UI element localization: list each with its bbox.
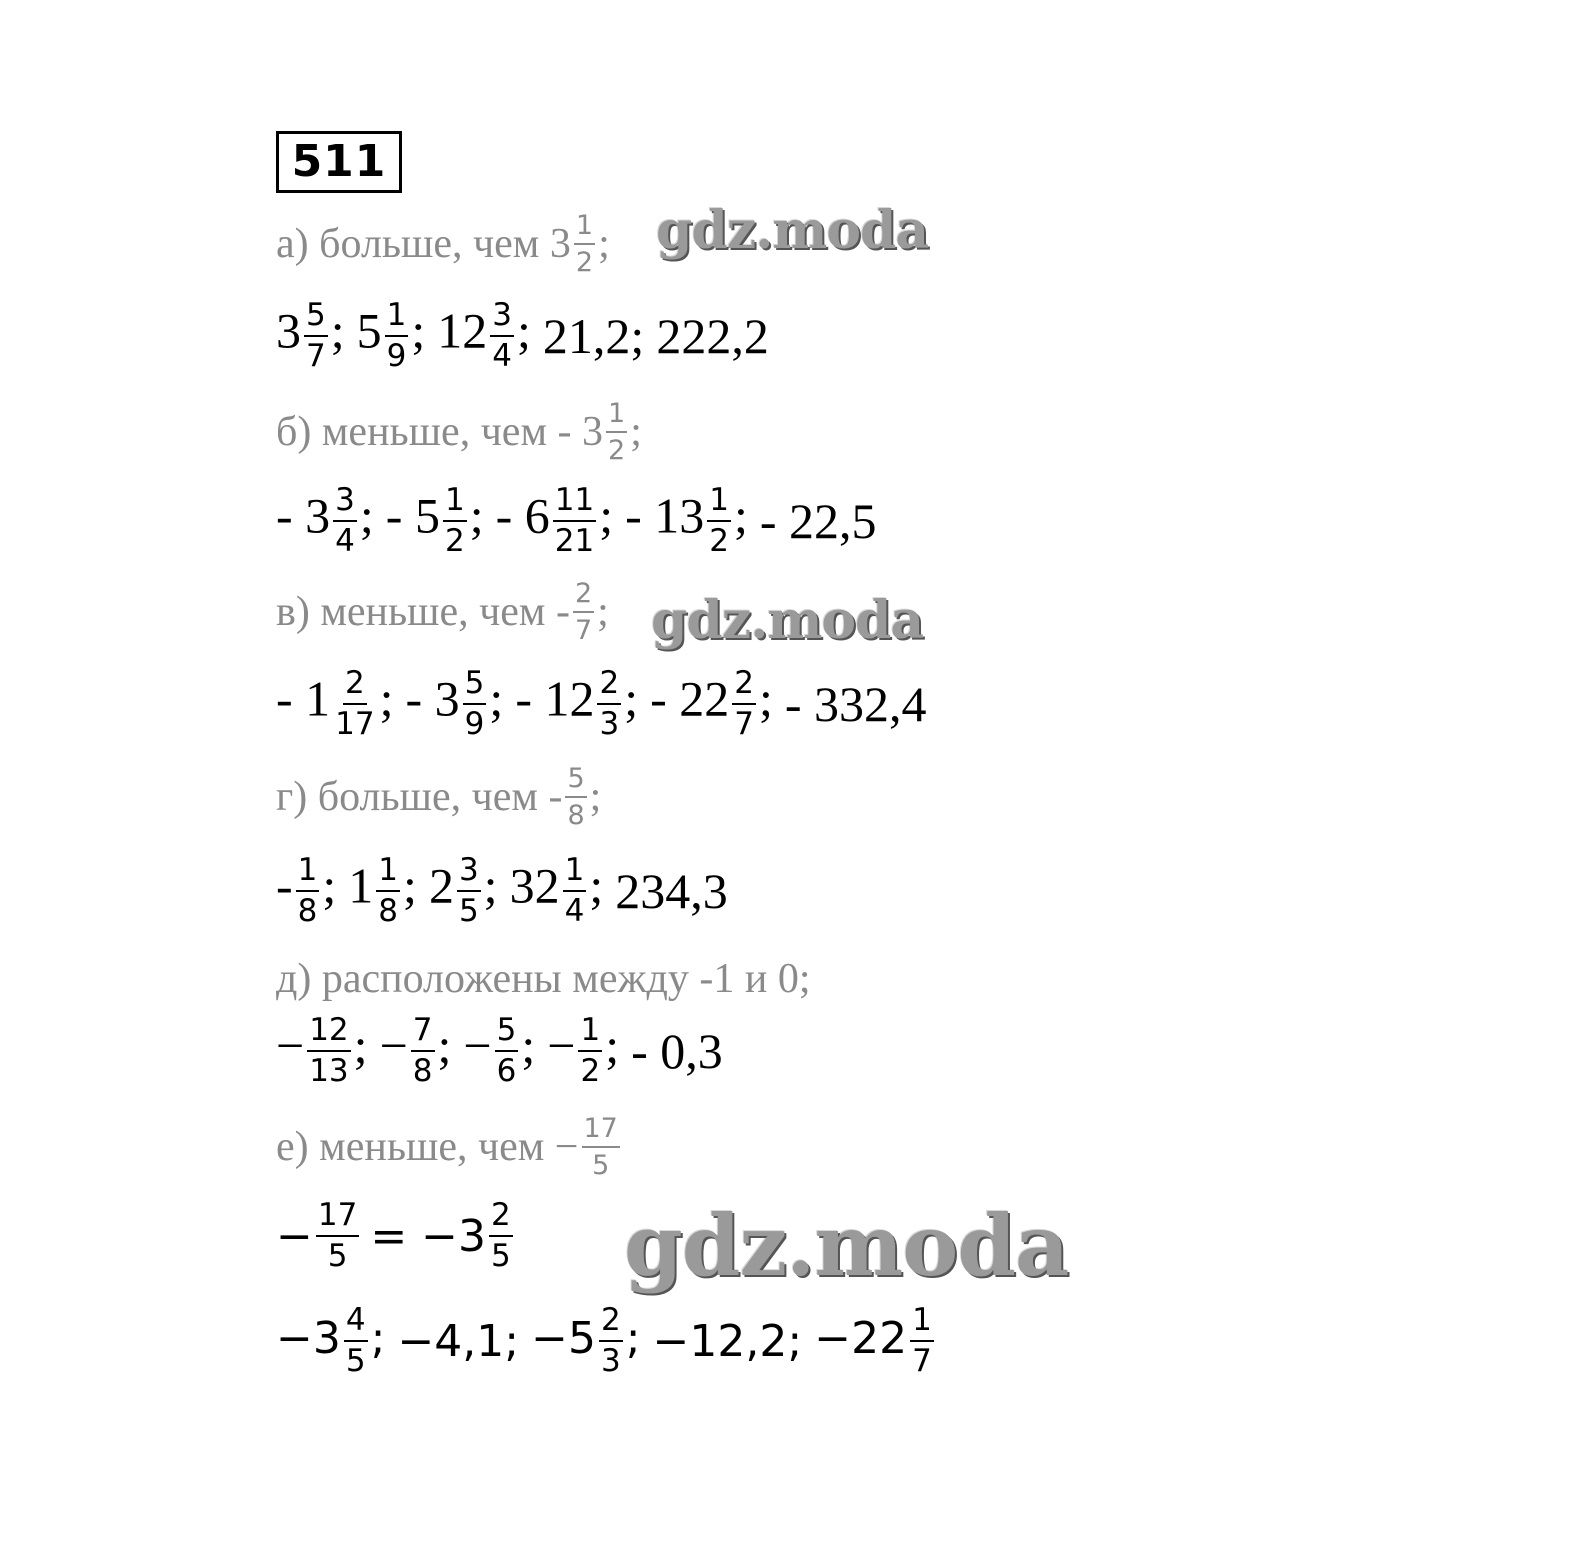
condition-d [276,955,811,1003]
answer-item: - 332,4 [784,676,927,732]
answer-item: 234,3 [615,863,728,919]
condition-g-text: г) больше, чем - [276,774,563,820]
task-number: 511 [276,131,402,193]
watermark-logo: gdz.moda [651,590,924,651]
answer-item: - 5 $\frac{1}{2}$ ; [385,482,484,559]
answer-item: −5 $\frac{2}{3}$ ; [531,1302,641,1379]
answer-item: 32 $\frac{1}{4}$ ; [509,852,604,929]
condition-a [276,212,610,276]
condition-e-text: е) меньше, чем − [276,1124,579,1170]
answer-g [276,852,728,929]
condition-v: в) меньше, чем - $\frac{2}{7}$ ; [276,578,609,646]
answer-item: 21,2; [542,308,645,364]
condition-v-fraction: $\frac{2}{7}$ [574,578,593,646]
condition-a-text: а) больше, чем 3 [276,221,571,267]
answer-item: - 6 $\frac{11}{21}$ ; [495,482,614,559]
condition-b-fraction: $\frac{1}{2}$ [608,398,626,466]
condition-e-fraction: $\frac{17}{5}$ [583,1113,618,1181]
answer-a [276,297,769,374]
conversion-right-fraction: $\frac{2}{5}$ [491,1197,511,1274]
conversion-equation: − $\frac{17}{5}$ = −3 $\frac{2}{5}$ [276,1197,511,1274]
answer-item: −4,1; [397,1315,520,1367]
answer-item: − $\frac{5}{6}$ ; [463,1012,536,1089]
answer-item: - $\frac{1}{8}$ ; [276,852,337,929]
condition-g: г) больше, чем - $\frac{5}{8}$ ; [276,763,602,831]
answer-item: 12 $\frac{3}{4}$ ; [437,297,531,374]
answer-item: - 3 $\frac{5}{9}$ ; [405,665,504,742]
answer-e [276,1302,937,1379]
answer-item: - 22 $\frac{2}{7}$ ; [650,665,773,742]
condition-v-text: в) меньше, чем - [276,589,570,635]
answer-item: 3 $\frac{5}{7}$ ; [276,297,345,374]
condition-b-text: б) меньше, чем - 3 [276,409,604,455]
watermark-logo: gdz.moda [624,1196,1069,1295]
answer-item: − $\frac{7}{8}$ ; [379,1012,452,1089]
answer-b [276,482,877,559]
answer-item: −22 $\frac{1}{7}$ [814,1302,932,1379]
answer-item: - 3 $\frac{3}{4}$ ; [276,482,374,559]
answer-item: - 12 $\frac{2}{3}$ ; [515,665,639,742]
answer-item: 5 $\frac{1}{9}$ ; [356,297,426,374]
answer-item: − $\frac{12}{13}$ ; [276,1012,368,1089]
condition-g-fraction: $\frac{5}{8}$ [567,763,585,831]
answer-item: - 1 $\frac{2}{17}$ ; [276,665,394,742]
answer-item: −12,2; [652,1315,803,1367]
answer-item: 2 $\frac{3}{5}$ ; [428,852,498,929]
answer-item: - 0,3 [631,1023,723,1079]
watermark-logo: gdz.moda [656,200,929,261]
answer-item: - 13 $\frac{1}{2}$ ; [625,482,748,559]
answer-d [276,1012,723,1089]
condition-e [276,1115,623,1179]
answer-item: 222,2 [656,308,769,364]
condition-a-tail: ; [598,221,610,267]
answer-item: - 22,5 [759,493,877,549]
condition-d-text: д) расположены между -1 и 0; [276,956,811,1002]
condition-b: б) меньше, чем - 3 $\frac{1}{2}$ ; [276,398,642,466]
answer-item: 1 $\frac{1}{8}$ ; [348,852,417,929]
answer-item: −3 $\frac{4}{5}$ ; [276,1302,386,1379]
answer-item: − $\frac{1}{2}$ ; [547,1012,620,1089]
conversion-left-fraction: $\frac{17}{5}$ [317,1197,358,1274]
condition-a-fraction: $\frac{1}{2}$ [575,210,594,278]
answer-v [276,665,927,742]
